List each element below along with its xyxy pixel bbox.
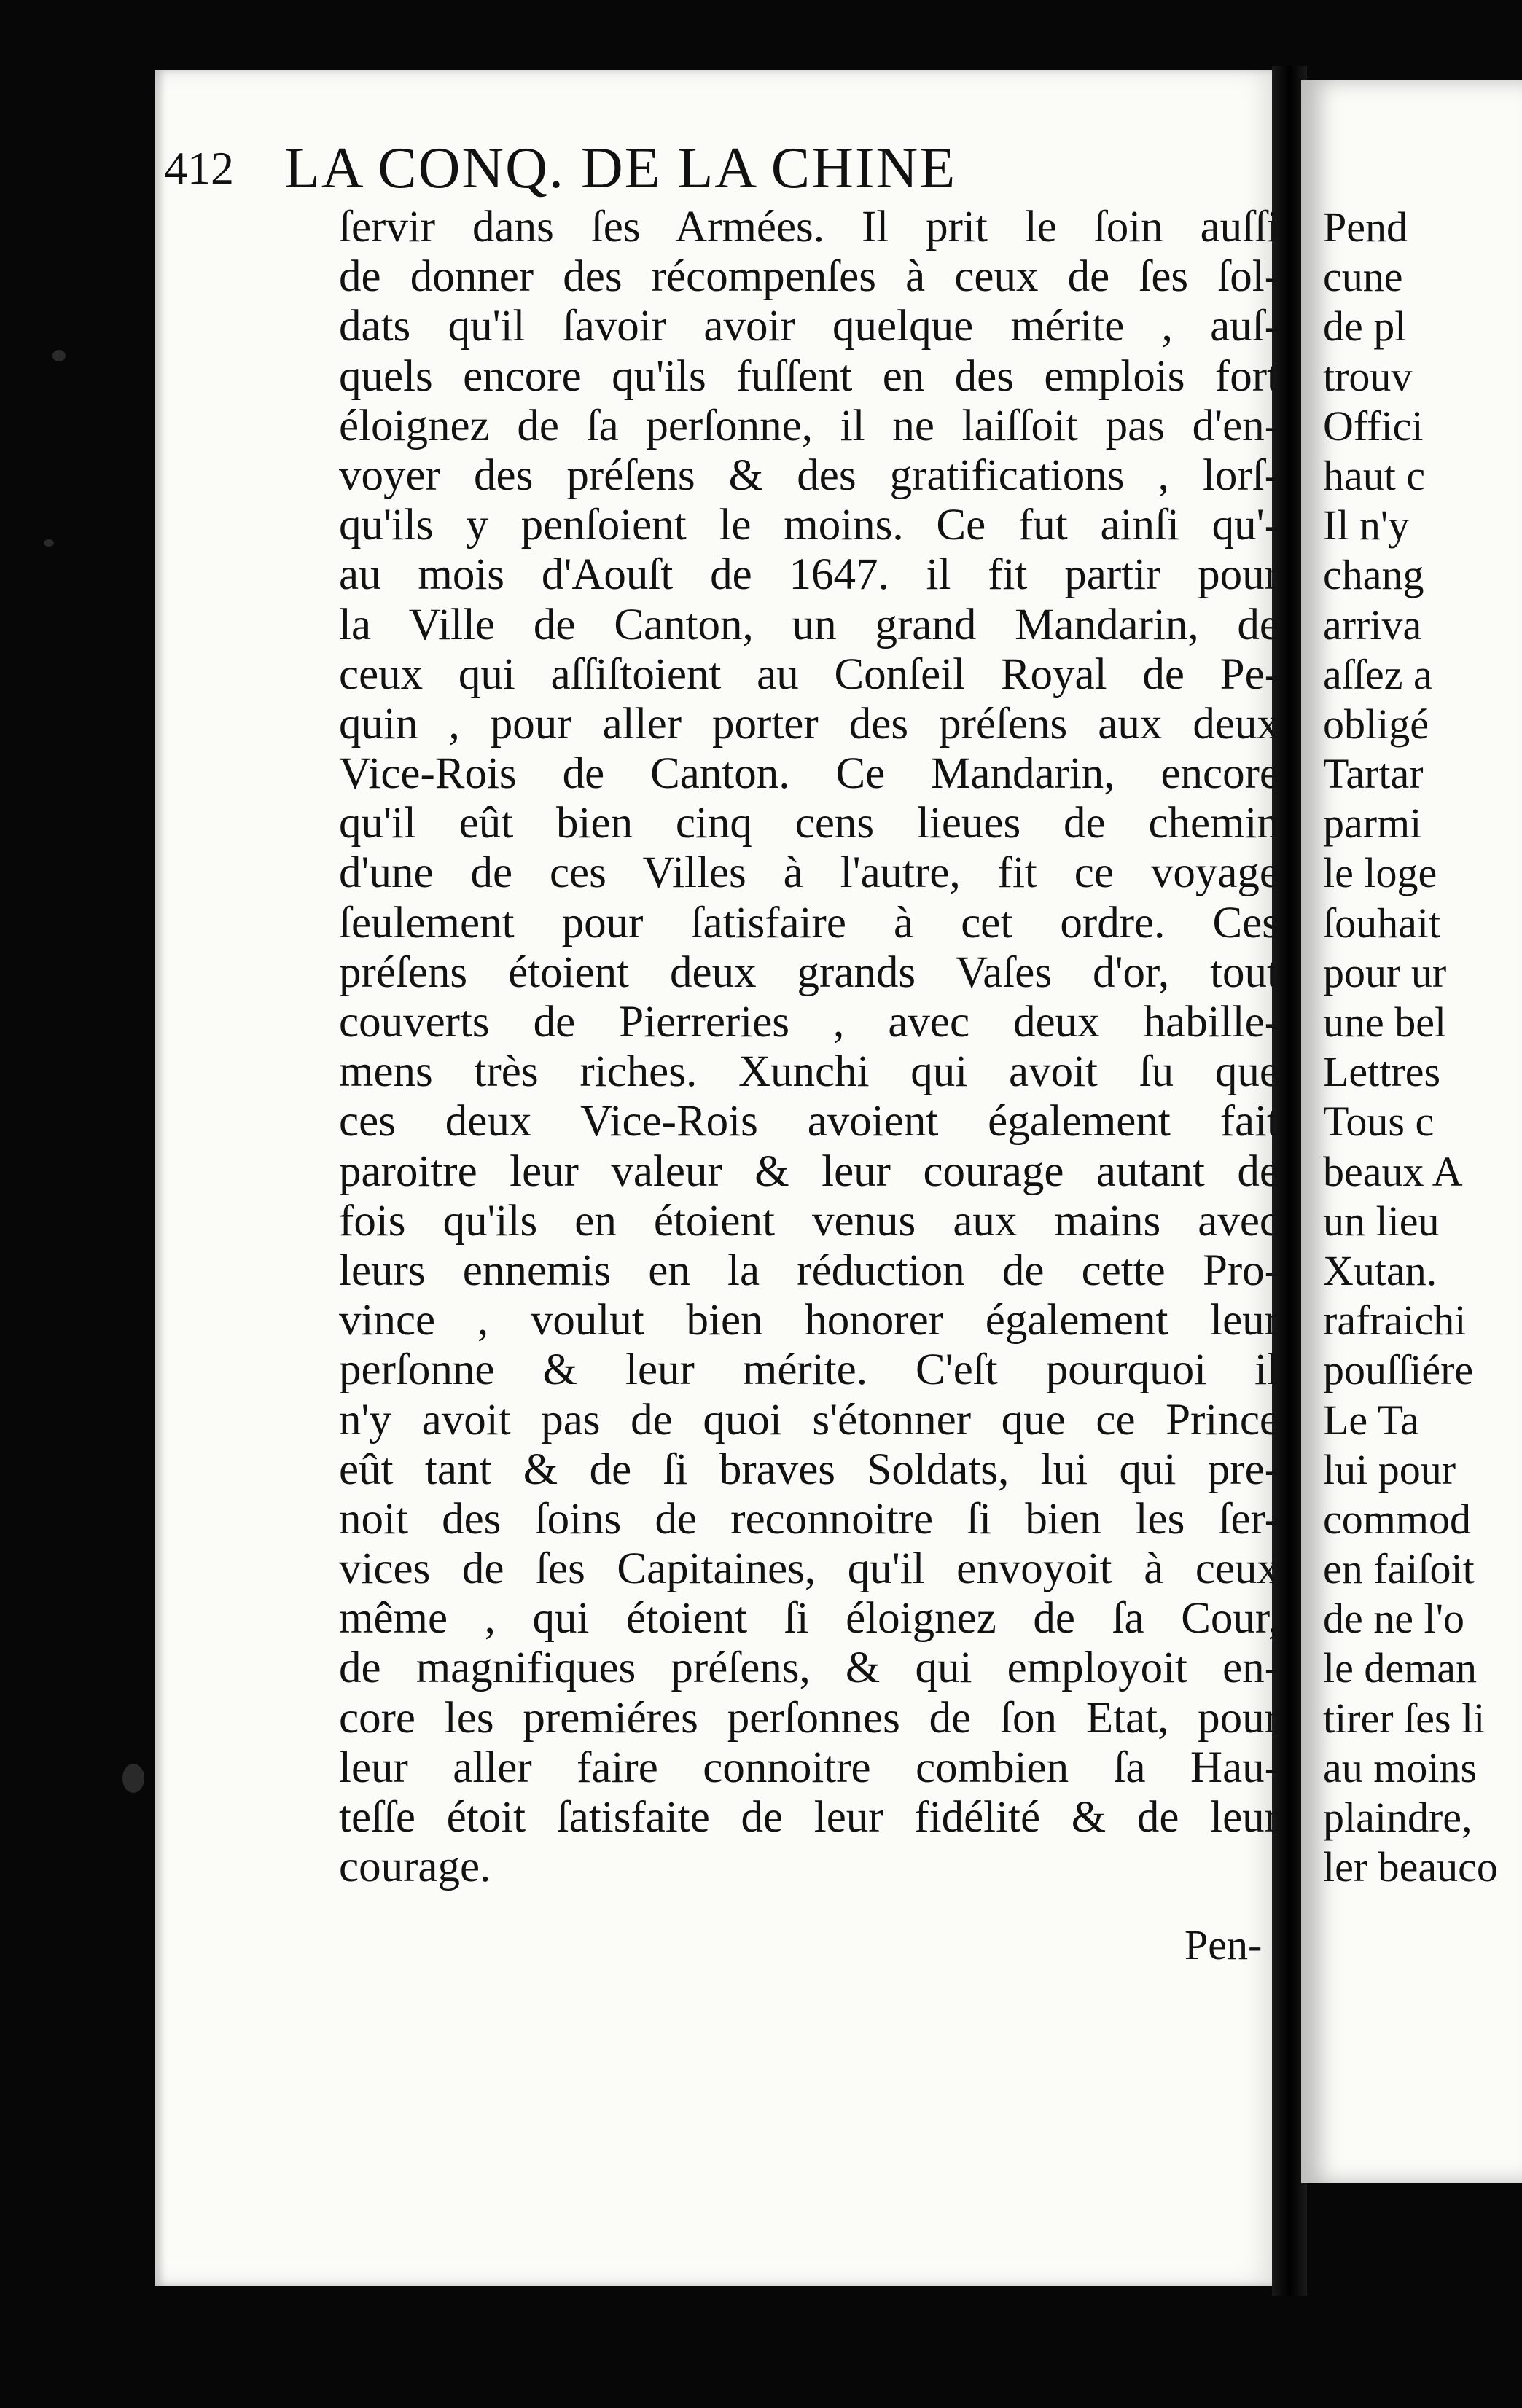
text-line-fragment: ler beauco: [1323, 1843, 1498, 1891]
text-line: Vice-Rois de Canton. Ce Mandarin, encore: [339, 749, 1279, 799]
text-line: vices de ſes Capitaines, qu'il envoyoit à ceux: [339, 1544, 1279, 1594]
page-header: [164, 128, 1163, 208]
text-line-fragment: Il n'y: [1323, 501, 1410, 550]
text-line: mens très riches. Xunchi qui avoit ſu que: [339, 1047, 1279, 1097]
text-line-fragment: en faiſoit: [1323, 1545, 1475, 1593]
text-line: core les premiéres perſonnes de ſon Etat, pour: [339, 1693, 1279, 1743]
text-line-fragment: le loge: [1323, 849, 1437, 897]
text-line-fragment: de ne l'o: [1323, 1595, 1465, 1643]
text-line: voyer des préſens & des gratifications , lorſ-: [339, 450, 1279, 500]
edge-specks: [52, 350, 66, 361]
text-line: fois qu'ils en étoient venus aux mains avec: [339, 1196, 1279, 1246]
text-line-fragment: arriva: [1323, 601, 1422, 649]
catchword: Pen-: [1185, 1921, 1263, 1969]
text-line-fragment: lui pour: [1323, 1445, 1456, 1493]
text-line-fragment: pouſſiére: [1323, 1346, 1474, 1394]
text-line: courage.: [339, 1842, 491, 1892]
text-line: quin , pour aller porter des préſens aux deux: [339, 699, 1279, 748]
text-line-fragment: Le Ta: [1323, 1396, 1419, 1444]
edge-specks: [44, 539, 54, 547]
text-line: vince , voulut bien honorer également leur: [339, 1296, 1279, 1345]
text-line: de magnifiques préſens, & qui employoit en-: [339, 1643, 1279, 1693]
text-line-fragment: cune: [1323, 253, 1403, 301]
right-page-text: [1323, 203, 1522, 1892]
text-line-fragment: de pl: [1323, 302, 1407, 351]
text-line: éloignez de ſa perſonne, il ne laiſſoit pas d'en-: [339, 401, 1279, 450]
text-line: leurs ennemis en la réduction de cette Pro-: [339, 1246, 1279, 1295]
text-line: leur aller faire connoitre combien ſa Hau-: [339, 1743, 1279, 1792]
text-line: préſens étoient deux grands Vaſes d'or, tout: [339, 947, 1279, 997]
text-line-fragment: obligé: [1323, 700, 1429, 748]
text-line: ces deux Vice-Rois avoient également fait: [339, 1097, 1279, 1146]
text-line: la Ville de Canton, un grand Mandarin, de: [339, 600, 1279, 649]
running-title: LA CONQ. DE LA CHINE: [284, 136, 957, 200]
text-line-fragment: parmi: [1323, 800, 1422, 848]
text-line-fragment: rafraichi: [1323, 1297, 1467, 1345]
text-line-fragment: Tartar: [1323, 750, 1424, 798]
text-line-fragment: tirer ſes li: [1323, 1694, 1486, 1742]
text-line: qu'il eût bien cinq cens lieues de chemin: [339, 799, 1279, 848]
text-line-fragment: Pend: [1323, 203, 1408, 251]
text-line: au mois d'Aouſt de 1647. il fit partir pour: [339, 550, 1279, 600]
text-line-fragment: pour ur: [1323, 948, 1447, 996]
page-number: 412: [164, 142, 234, 194]
text-line: eût tant & de ſi braves Soldats, lui qui pre-: [339, 1445, 1279, 1494]
text-line-fragment: plaindre,: [1323, 1794, 1472, 1841]
text-line-fragment: commod: [1323, 1495, 1471, 1543]
edge-specks: [122, 1764, 144, 1793]
text-line: d'une de ces Villes à l'autre, fit ce voyage: [339, 848, 1279, 898]
text-line: dats qu'il ſavoir avoir quelque mérite , auſ-: [339, 302, 1279, 351]
text-line: ceux qui aſſiſtoient au Conſeil Royal de Pe-: [339, 649, 1279, 699]
text-line: ſervir dans ſes Armées. Il prit le ſoin auſſi: [339, 203, 1279, 251]
text-line-fragment: beaux A: [1323, 1147, 1463, 1195]
text-line: de donner des récompenſes à ceux de ſes ſol-: [339, 252, 1279, 302]
text-line: quels encore qu'ils fuſſent en des emplois fort: [339, 351, 1279, 401]
text-line-fragment: aſſez a: [1323, 650, 1432, 698]
text-line: paroitre leur valeur & leur courage autant de: [339, 1146, 1279, 1196]
text-line-fragment: Tous c: [1323, 1098, 1435, 1146]
text-line: teſſe étoit ſatisfaite de leur fidélité & de leur: [339, 1793, 1279, 1842]
text-line-fragment: le deman: [1323, 1644, 1477, 1692]
text-line-fragment: au moins: [1323, 1743, 1478, 1791]
left-page-text: [339, 203, 1279, 1892]
text-line-fragment: haut c: [1323, 451, 1426, 499]
text-line: noit des ſoins de reconnoitre ſi bien les ſer-: [339, 1494, 1279, 1544]
text-line-fragment: chang: [1323, 551, 1424, 599]
text-line: perſonne & leur mérite. C'eſt pourquoi il: [339, 1345, 1279, 1395]
text-line-fragment: une bel: [1323, 998, 1447, 1046]
text-line-fragment: ſouhait: [1323, 899, 1441, 947]
text-line: couverts de Pierreries , avec deux habille-: [339, 998, 1279, 1047]
text-line: n'y avoit pas de quoi s'étonner que ce Prince: [339, 1395, 1279, 1445]
text-line-fragment: Xutan.: [1323, 1246, 1437, 1294]
text-line-fragment: Lettres: [1323, 1048, 1441, 1096]
text-line-fragment: Offici: [1323, 402, 1424, 450]
text-line-fragment: trouv: [1323, 352, 1413, 400]
text-line: qu'ils y penſoient le moins. Ce fut ainſi qu'-: [339, 501, 1279, 550]
text-line: ſeulement pour ſatisfaire à cet ordre. Ces: [339, 898, 1279, 947]
text-line-fragment: un lieu: [1323, 1197, 1440, 1245]
text-line: même , qui étoient ſi éloignez de ſa Cour,: [339, 1594, 1279, 1643]
